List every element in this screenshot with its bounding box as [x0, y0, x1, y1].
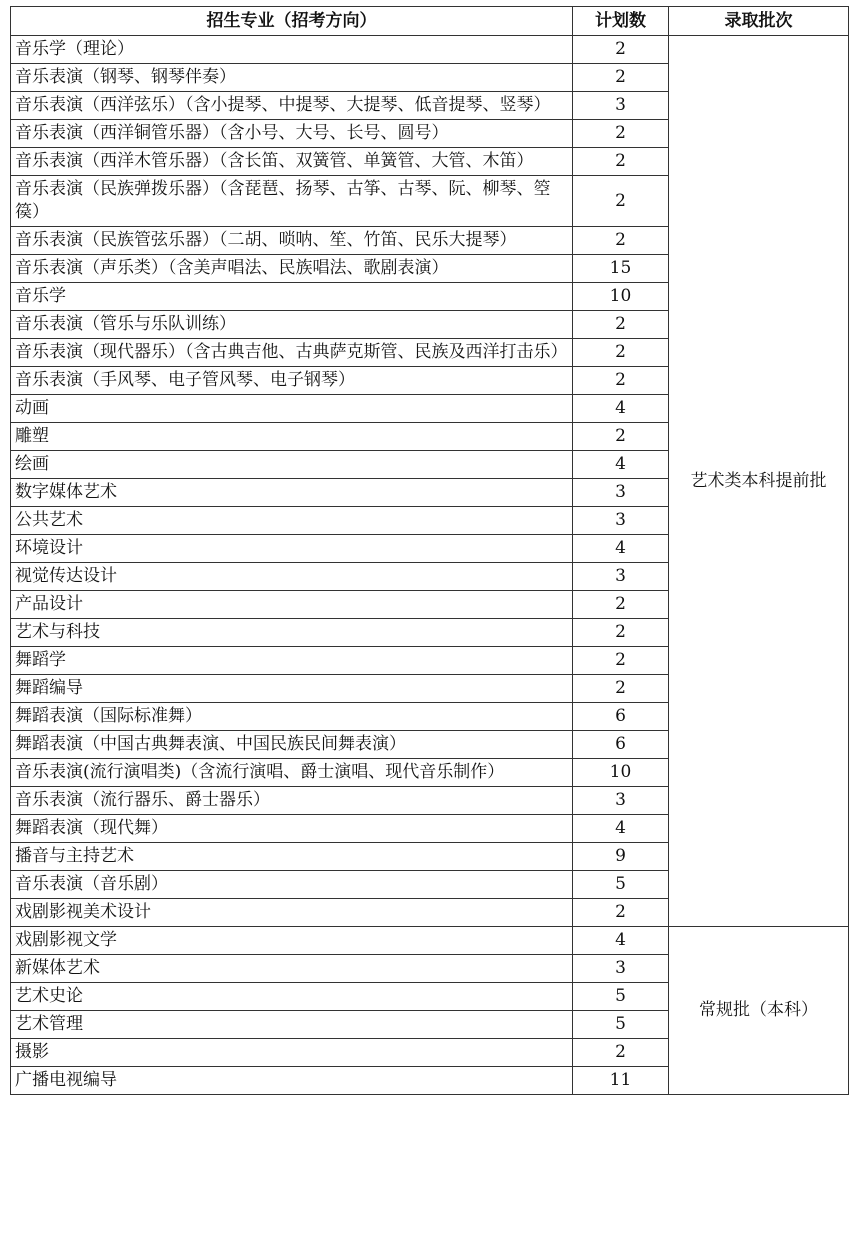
major-name: 音乐表演（钢琴、钢琴伴奏） — [11, 64, 573, 92]
plan-count: 4 — [573, 815, 669, 843]
plan-count: 3 — [573, 787, 669, 815]
major-name: 音乐表演（流行器乐、爵士器乐） — [11, 787, 573, 815]
plan-count: 2 — [573, 675, 669, 703]
major-name: 公共艺术 — [11, 507, 573, 535]
plan-count: 4 — [573, 535, 669, 563]
header-plan-count: 计划数 — [573, 7, 669, 36]
major-name: 音乐表演（手风琴、电子管风琴、电子钢琴） — [11, 367, 573, 395]
major-name: 音乐表演(流行演唱类)（含流行演唱、爵士演唱、现代音乐制作） — [11, 759, 573, 787]
major-name: 舞蹈学 — [11, 647, 573, 675]
major-name: 艺术史论 — [11, 983, 573, 1011]
major-name: 舞蹈编导 — [11, 675, 573, 703]
plan-count: 2 — [573, 64, 669, 92]
major-name: 环境设计 — [11, 535, 573, 563]
major-name: 音乐表演（西洋铜管乐器）（含小号、大号、长号、圆号） — [11, 120, 573, 148]
plan-count: 5 — [573, 1011, 669, 1039]
major-name: 动画 — [11, 395, 573, 423]
major-name: 音乐表演（音乐剧） — [11, 871, 573, 899]
plan-count: 9 — [573, 843, 669, 871]
major-name: 音乐学（理论） — [11, 36, 573, 64]
admission-batch: 常规批（本科） — [669, 927, 849, 1095]
plan-count: 3 — [573, 92, 669, 120]
major-name: 音乐表演（声乐类）（含美声唱法、民族唱法、歌剧表演） — [11, 255, 573, 283]
major-name: 舞蹈表演（现代舞） — [11, 815, 573, 843]
table-header-row — [11, 7, 849, 36]
plan-count: 4 — [573, 927, 669, 955]
plan-count: 6 — [573, 703, 669, 731]
plan-count: 10 — [573, 283, 669, 311]
plan-count: 6 — [573, 731, 669, 759]
admission-batch: 艺术类本科提前批 — [669, 36, 849, 927]
plan-count: 3 — [573, 955, 669, 983]
major-name: 音乐表演（西洋木管乐器）（含长笛、双簧管、单簧管、大管、木笛） — [11, 148, 573, 176]
plan-count: 2 — [573, 1039, 669, 1067]
header-admission-batch: 录取批次 — [669, 7, 849, 36]
plan-count: 5 — [573, 871, 669, 899]
table-row — [11, 927, 849, 955]
major-name: 音乐学 — [11, 283, 573, 311]
plan-count: 2 — [573, 311, 669, 339]
plan-count: 2 — [573, 339, 669, 367]
plan-count: 3 — [573, 479, 669, 507]
plan-count: 3 — [573, 563, 669, 591]
plan-count: 2 — [573, 591, 669, 619]
header-major: 招生专业（招考方向） — [11, 7, 573, 36]
plan-count: 2 — [573, 36, 669, 64]
table-body — [11, 36, 849, 1095]
plan-count: 2 — [573, 647, 669, 675]
plan-count: 5 — [573, 983, 669, 1011]
plan-count: 2 — [573, 227, 669, 255]
major-name: 舞蹈表演（中国古典舞表演、中国民族民间舞表演） — [11, 731, 573, 759]
plan-count: 11 — [573, 1067, 669, 1095]
plan-count: 2 — [573, 120, 669, 148]
major-name: 雕塑 — [11, 423, 573, 451]
major-name: 音乐表演（管乐与乐队训练） — [11, 311, 573, 339]
plan-count: 2 — [573, 899, 669, 927]
plan-count: 3 — [573, 507, 669, 535]
major-name: 音乐表演（现代器乐）（含古典吉他、古典萨克斯管、民族及西洋打击乐） — [11, 339, 573, 367]
plan-count: 2 — [573, 367, 669, 395]
major-name: 戏剧影视文学 — [11, 927, 573, 955]
major-name: 数字媒体艺术 — [11, 479, 573, 507]
major-name: 绘画 — [11, 451, 573, 479]
major-name: 舞蹈表演（国际标准舞） — [11, 703, 573, 731]
major-name: 广播电视编导 — [11, 1067, 573, 1095]
plan-count: 4 — [573, 451, 669, 479]
plan-count: 10 — [573, 759, 669, 787]
major-name: 艺术与科技 — [11, 619, 573, 647]
major-name: 播音与主持艺术 — [11, 843, 573, 871]
admissions-table — [10, 6, 849, 1095]
major-name: 音乐表演（民族管弦乐器）（二胡、唢呐、笙、竹笛、民乐大提琴） — [11, 227, 573, 255]
plan-count: 2 — [573, 619, 669, 647]
major-name: 摄影 — [11, 1039, 573, 1067]
major-name: 戏剧影视美术设计 — [11, 899, 573, 927]
plan-count: 2 — [573, 148, 669, 176]
major-name: 音乐表演（民族弹拨乐器）（含琵琶、扬琴、古筝、古琴、阮、柳琴、箜篌） — [11, 176, 573, 227]
plan-count: 2 — [573, 423, 669, 451]
table-row — [11, 36, 849, 64]
plan-count: 15 — [573, 255, 669, 283]
major-name: 产品设计 — [11, 591, 573, 619]
plan-count: 4 — [573, 395, 669, 423]
major-name: 音乐表演（西洋弦乐）（含小提琴、中提琴、大提琴、低音提琴、竖琴） — [11, 92, 573, 120]
major-name: 艺术管理 — [11, 1011, 573, 1039]
major-name: 新媒体艺术 — [11, 955, 573, 983]
major-name: 视觉传达设计 — [11, 563, 573, 591]
plan-count: 2 — [573, 176, 669, 227]
